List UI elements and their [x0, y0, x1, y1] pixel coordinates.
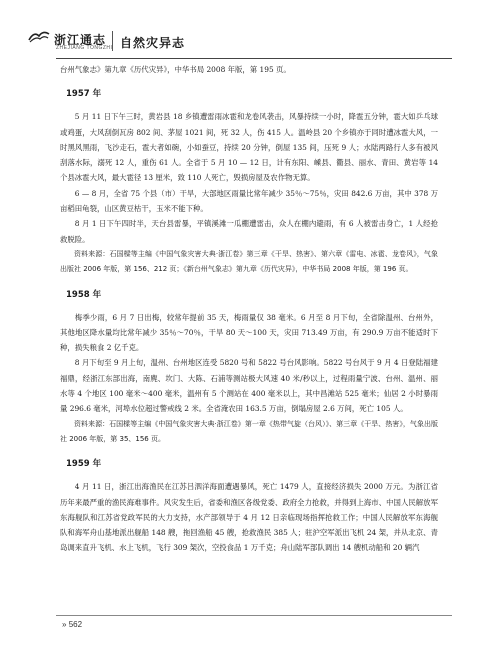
page-number-value: 562: [68, 620, 83, 629]
paragraph-1959-1: 4 月 11 日，浙江出海渔民在江苏吕泗洋海面遭遇暴风，死亡 1479 人，直接经济损失 2000 万元。为浙江省历年来最严重的渔民海难事件。风灾发生后，省委和渔区各级党委、政府全力抢救，并得到上海市、中国人民解放军东海舰队和江苏省党政军民的大力支持，水产部领导于 4 月 12 日亲临现场指挥抢救工作；中国人民解放军东海舰队和海军舟山基地派出舰船 148 艘，拖回渔船 45 艘，抢救渔民 385 人；驻沪空军派出飞机 24 架，并从北京、青岛调来直升飞机、水上飞机，飞行 309 架次，空投食品 1 万千克；舟山陆军部队调出 14 艘机动船和 20 辆汽: [60, 482, 438, 553]
source-note-1958: 资料来源：石国樑等主编《中国气象灾害大典·浙江卷》第一章《热带气旋（台风）》、第三章《干旱、热害》，气象出版社 2006 年版，第 35、156 页。: [60, 419, 438, 443]
brand-title: 浙江通志: [54, 33, 107, 47]
year-heading-1957: 1957 年: [66, 89, 102, 100]
paragraph-1957-1: 5 月 11 日下午三时，黄岩县 18 乡镇遭雷雨冰雹和龙卷风袭击，风暴持续一小时，降雹五分钟，雹大如乒乓球或鸡蛋，大风刮倒瓦房 802 间、茅屋 1021 间，死 32 人，伤 415 人。温岭县 20 个乡镇亦于同时遭冰雹大风，一时黑风黑雨，飞沙走石，雹大者如碗，小如蚕豆，持续 20 分钟，倒屋 135 间，压死 9 人；水陆两路行人多有被风刮落水际，溺死 12 人，重伤 61 人。全省于 5 月 10 — 12 日，计有东阳、嵊县、衢县、丽水、青田、黄岩等 14 个县冰雹大风，最大雹径 13 厘米，致 110 人死亡，毁损房屋及农作物无算。: [60, 112, 438, 183]
paragraph-1958-2: 8 月下旬至 9 月上旬，温州、台州地区连受 5820 号和 5822 号台风影响。5822 号台风于 9 月 4 日登陆福建福鼎，经浙江东部出海，南麂、坎门、大陈、石浦等测站极大风速 40 米/秒以上，过程雨量宁波、台州、温州、丽水等 4 个地区 100 毫米～400 毫米，温州有 5 个测站在 400 毫米以上，其中昌滩站 525 毫米；仙居 2 小时暴雨量 296.6 毫米，河埠水位超过警戒线 2 米。全省淹农田 163.5 万亩，倒塌房屋 2.6 万间，死亡 105 人。: [60, 358, 438, 414]
paragraph-1957-2: 6 — 8 月，全省 75 个县（市）干旱，大部地区雨量比常年减少 35％～75％，灾田 842.6 万亩，其中 378 万亩稻田龟裂，山区黄豆枯干，玉米不能下种。: [60, 188, 438, 214]
brand-subtitle: ZHEJIANG TONGZHI: [56, 45, 113, 51]
year-heading-1958: 1958 年: [66, 289, 102, 300]
section-title: 自然灾异志: [120, 36, 186, 50]
paragraph-1958-1: 梅季少雨，6 月 7 日出梅，较常年提前 35 天，梅雨量仅 38 毫米。6 月至 8 月下旬，全省除温州、台州外，其他地区降水量均比常年减少 35％～70％，干旱 80 天～100 天，灾田 713.49 万亩，有 290.9 万亩不能适时下种，损失粮食 2 亿千克。: [60, 312, 438, 353]
logo-icon: [28, 28, 50, 44]
page-header: [0, 0, 480, 60]
footer-rule: [56, 615, 452, 616]
page-number: [62, 620, 82, 629]
paragraph-1957-3: 8 月 1 日下午四时半，天台县雷暴，平镇溪滩一瓜棚遭雷击，众人在棚内避雨，有 6 人被雷击身亡，1 人经抢救脱险。: [60, 219, 438, 244]
page-body: [60, 62, 438, 556]
intro-line: 台州气象志》第九章《历代灾异》，中华书局 2008 年版，第 195 页。: [60, 65, 291, 74]
header-rule: [56, 58, 452, 59]
source-note-1957: 资料来源：石国樑等主编《中国气象灾害大典·浙江卷》第三章《干旱、热害》、第六章《雷电、冰雹、龙卷风》，气象出版社 2006 年版，第 156、212 页；《新台州气象志》第九章《历代灾异》，中华书局 2008 年版，第 196 页。: [60, 249, 438, 274]
year-heading-1959: 1959 年: [66, 459, 102, 470]
header-divider: [112, 31, 113, 51]
page-marker-icon: »: [62, 620, 67, 629]
